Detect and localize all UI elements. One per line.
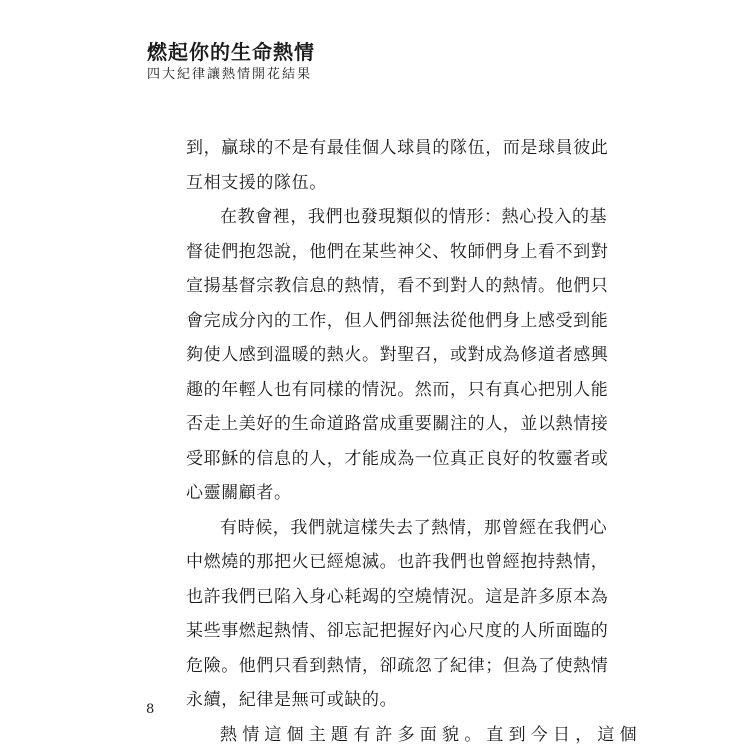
text-line: 趣的年輕人也有同樣的情況。然而，只有真心把別人能 (186, 373, 586, 408)
text-line: 危險。他們只看到熱情，卻疏忽了紀律；但為了使熱情 (186, 649, 586, 684)
text-line: 某些事燃起熱情、卻忘記把握好內心尺度的人所面臨的 (186, 614, 586, 649)
text-line: 心靈關顧者。 (186, 476, 586, 511)
book-subtitle: 四大紀律讓熱情開花結果 (147, 66, 315, 83)
text-line: 有時候，我們就這樣失去了熱情，那曾經在我們心 (186, 511, 586, 546)
text-line: 互相支援的隊伍。 (186, 166, 586, 201)
body-text (186, 131, 586, 752)
text-line: 受耶穌的信息的人，才能成為一位真正良好的牧靈者或 (186, 442, 586, 477)
page-number: 8 (146, 702, 154, 718)
text-line: 也許我們已陷入身心耗竭的空燒情況。這是許多原本為 (186, 580, 586, 615)
text-line: 到，贏球的不是有最佳個人球員的隊伍，而是球員彼此 (186, 131, 586, 166)
text-line: 宣揚基督宗教信息的熱情，看不到對人的熱情。他們只 (186, 269, 586, 304)
text-line: 夠使人感到溫暖的熱火。對聖召，或對成為修道者感興 (186, 338, 586, 373)
text-line: 熱情這個主題有許多面貌。直到今日，這個 (186, 718, 586, 752)
text-line: 中燃燒的那把火已經熄滅。也許我們也曾經抱持熱情， (186, 545, 586, 580)
text-line: 否走上美好的生命道路當成重要關注的人，並以熱情接 (186, 407, 586, 442)
text-line: 永續，紀律是無可或缺的。 (186, 683, 586, 718)
running-header (147, 40, 315, 83)
text-line: 在教會裡，我們也發現類似的情形：熱心投入的基 (186, 200, 586, 235)
text-line: 會完成分內的工作，但人們卻無法從他們身上感受到能 (186, 304, 586, 339)
text-line: 督徒們抱怨說，他們在某些神父、牧師們身上看不到對 (186, 235, 586, 270)
book-title: 燃起你的生命熱情 (147, 40, 315, 64)
